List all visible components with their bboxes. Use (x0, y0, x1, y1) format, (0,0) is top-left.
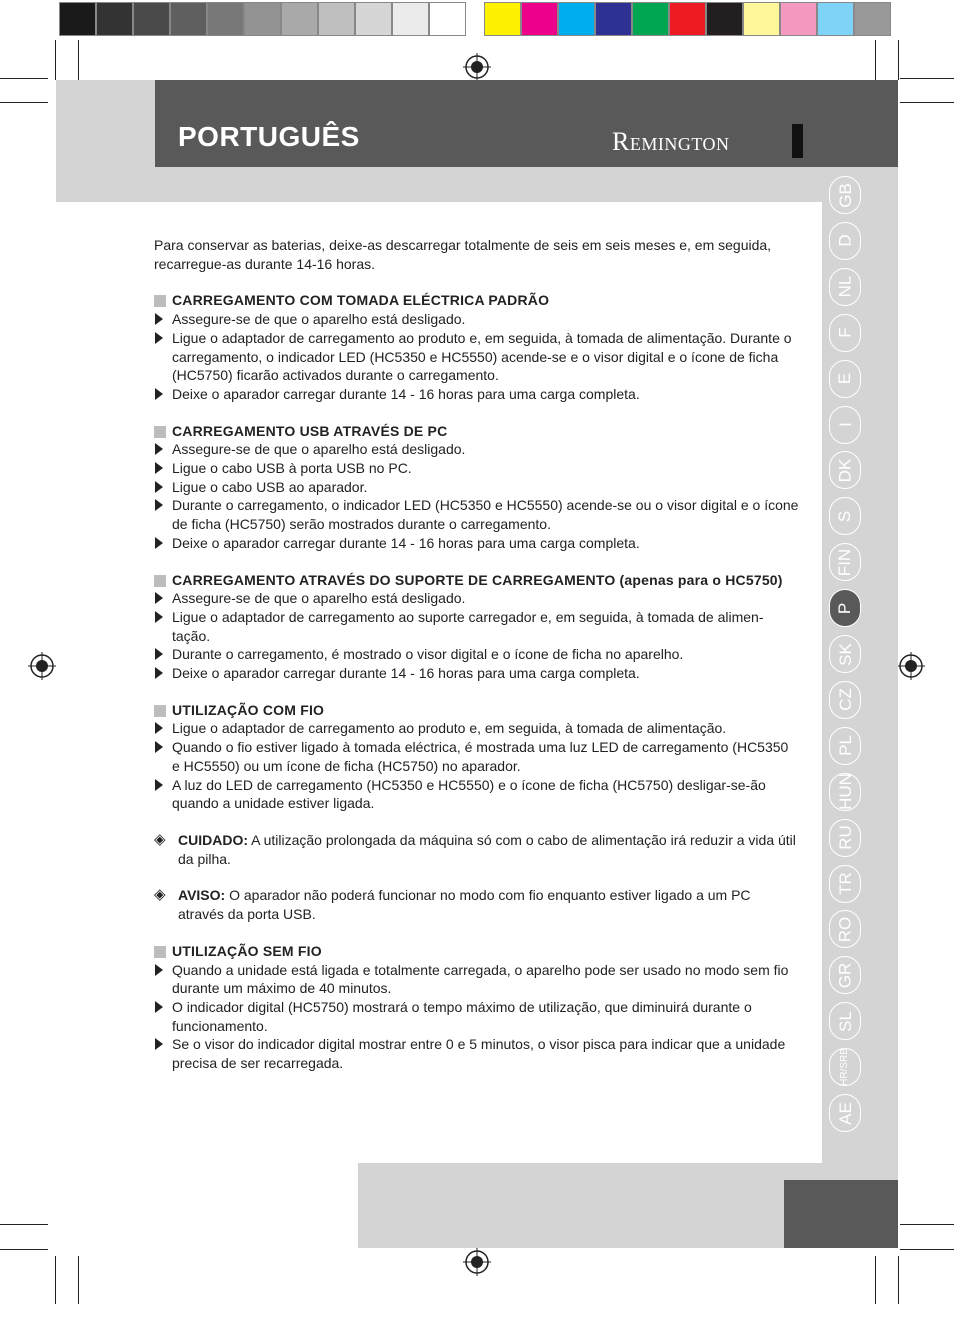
language-tab-pl[interactable] (829, 727, 861, 765)
language-tab-label: P (835, 602, 855, 614)
crop-mark (898, 40, 899, 80)
language-tab-label: FIN (835, 548, 855, 576)
list-item: Durante o carregamento, o indicador LED (HC5350 e HC5550) acende-se ou o visor digital e o ícone de ficha (HC5750) serão mostrados durante o carregamento. (154, 496, 799, 533)
color-swatch (595, 2, 632, 36)
grey-swatch (133, 2, 170, 36)
crop-mark (900, 78, 954, 79)
grey-swatch (244, 2, 281, 36)
language-tab-label: DK (835, 458, 855, 483)
language-tab-e[interactable] (829, 360, 861, 398)
crop-mark (0, 1224, 48, 1225)
section-cordless-use (154, 942, 799, 1073)
grey-swatch (318, 2, 355, 36)
language-tab-label: TR (835, 872, 855, 895)
language-tab-sk[interactable] (829, 635, 861, 673)
section-heading: CARREGAMENTO COM TOMADA ELÉCTRICA PADRÃO (154, 291, 799, 310)
list-item: Quando a unidade está ligada e totalmente carregada, o aparelho pode ser usado no modo sem fio durante um máximo de 40 minutos. (154, 961, 799, 998)
list-item: Ligue o adaptador de carregamento ao produto e, em seguida, à tomada de alimentação. Durante o carregamento, o indicador LED (HC5350 e HC5550) acende-se e o visor digital e o ícone de ficha (HC5750) ficarão activados durante o carregamento. (154, 329, 799, 385)
registration-mark-icon (463, 53, 491, 81)
caution-note (154, 831, 799, 868)
list-item: Assegure-se de que o aparelho está desligado. (154, 440, 799, 459)
color-swatch (521, 2, 558, 36)
grey-swatch (392, 2, 429, 36)
language-tab-i[interactable] (829, 406, 861, 444)
language-tab-label: S (835, 510, 855, 522)
color-swatch (669, 2, 706, 36)
color-swatch (558, 2, 595, 36)
language-tab-hr-srb[interactable] (829, 1048, 861, 1086)
crop-mark (55, 1256, 56, 1304)
language-tab-label: PL (835, 735, 855, 757)
language-tab-ro[interactable] (829, 910, 861, 948)
language-tab-tr[interactable] (829, 865, 861, 903)
crop-mark (875, 40, 876, 80)
section-usb-charging (154, 422, 799, 553)
crop-mark (875, 1256, 876, 1304)
section-stand-charging (154, 571, 799, 683)
list-item: Ligue o adaptador de carregamento ao suporte carregador e, em seguida, à tomada de alimen-tação. (154, 608, 799, 645)
caution-label: CUIDADO: (178, 831, 248, 848)
warning-diamond-icon: ◈ (154, 886, 166, 904)
color-swatch (706, 2, 743, 36)
crop-mark (900, 102, 954, 103)
grey-swatch (96, 2, 133, 36)
grey-swatch (207, 2, 244, 36)
list-item: Ligue o adaptador de carregamento ao produto e, em seguida, à tomada de alimentação. (154, 719, 799, 738)
list-item: Ligue o cabo USB ao aparador. (154, 478, 799, 497)
grey-swatch (429, 2, 466, 36)
language-tab-label: I (835, 422, 855, 427)
intro-paragraph: Para conservar as baterias, deixe-as descarregar totalmente de seis em seis meses e, em seguida, recarregue-as durante 14-16 horas. (154, 237, 772, 272)
list-item: A luz do LED de carregamento (HC5350 e HC5550) e o ícone de ficha (HC5750) desligar-se-ão quando a unidade estiver ligada. (154, 776, 799, 813)
language-tab-d[interactable] (829, 222, 861, 260)
list-item: Assegure-se de que o aparelho está desligado. (154, 589, 799, 608)
crop-mark (78, 1256, 79, 1304)
language-tab-label: AE (835, 1101, 855, 1125)
language-tab-p[interactable] (829, 589, 861, 627)
language-tab-hun[interactable] (829, 773, 861, 811)
page-number-box (784, 1180, 898, 1248)
language-tab-f[interactable] (829, 314, 861, 352)
crop-mark (900, 1249, 954, 1250)
language-tab-label: SK (835, 642, 855, 666)
color-swatch (780, 2, 817, 36)
language-tab-label: RO (835, 916, 855, 943)
warning-label: AVISO: (178, 887, 226, 904)
color-swatch (632, 2, 669, 36)
language-tab-label: CZ (835, 688, 855, 712)
language-tab-fin[interactable] (829, 543, 861, 581)
language-tab-label: D (835, 234, 855, 248)
warning-diamond-icon: ◈ (154, 830, 166, 848)
list-item: Quando o fio estiver ligado à tomada eléctrica, é mostrada uma luz LED de carregamento (HC5350 e HC5550) ou um ícone de ficha (HC5750) no aparador. (154, 738, 799, 775)
registration-mark-icon (897, 652, 925, 680)
grey-swatch (170, 2, 207, 36)
language-tab-label: HR/SRB (839, 1048, 851, 1086)
list-item: Assegure-se de que o aparelho está desligado. (154, 310, 799, 329)
language-tab-cz[interactable] (829, 681, 861, 719)
section-heading: UTILIZAÇÃO SEM FIO (154, 942, 799, 961)
list-item: Deixe o aparador carregar durante 14 - 16 horas para uma carga completa. (154, 385, 799, 404)
language-tab-label: F (835, 327, 855, 338)
language-tab-label: HUN (835, 773, 855, 811)
color-swatch (743, 2, 780, 36)
section-heading: CARREGAMENTO USB ATRAVÉS DE PC (154, 422, 799, 441)
section-heading: UTILIZAÇÃO COM FIO (154, 701, 799, 720)
list-item: Deixe o aparador carregar durante 14 - 16 horas para uma carga completa. (154, 664, 799, 683)
registration-mark-icon (463, 1248, 491, 1276)
language-tab-label: GB (835, 182, 855, 208)
language-tab-dk[interactable] (829, 451, 861, 489)
language-tab-label: E (835, 372, 855, 385)
crop-mark (0, 102, 48, 103)
language-tab-sl[interactable] (829, 1002, 861, 1040)
color-swatch (484, 2, 521, 36)
section-corded-use (154, 701, 799, 813)
language-tab-gb[interactable] (829, 176, 861, 214)
section-standard-outlet (154, 291, 799, 403)
crop-mark (78, 40, 79, 80)
crop-mark (900, 1224, 954, 1225)
color-swatch (817, 2, 854, 36)
list-item: Ligue o cabo USB à porta USB no PC. (154, 459, 799, 478)
language-tab-ae[interactable] (829, 1094, 861, 1132)
grey-swatch (281, 2, 318, 36)
crop-mark (55, 40, 56, 80)
warning-text: O aparador não poderá funcionar no modo com fio enquanto estiver ligado a um PC através da porta USB. (178, 887, 751, 923)
document-body (154, 236, 799, 1073)
brand-logo-bar (792, 124, 803, 158)
crop-mark (0, 1249, 48, 1250)
list-item: O indicador digital (HC5750) mostrará o tempo máximo de utilização, que diminuirá durante o funcionamento. (154, 998, 799, 1035)
list-item: Deixe o aparador carregar durante 14 - 16 horas para uma carga completa. (154, 534, 799, 553)
brand-logo: Remington (612, 127, 730, 156)
language-tab-gr[interactable] (829, 956, 861, 994)
crop-mark (0, 78, 48, 79)
color-swatch (854, 2, 891, 36)
language-tab-label: RU (835, 825, 855, 850)
list-item: Se o visor do indicador digital mostrar entre 0 e 5 minutos, o visor pisca para indicar que a unidade precisa de ser recarregada. (154, 1035, 799, 1072)
list-item: Durante o carregamento, é mostrado o visor digital e o ícone de ficha no aparelho. (154, 645, 799, 664)
registration-mark-icon (28, 652, 56, 680)
caution-text: A utilização prolongada da máquina só com o cabo de alimentação irá reduzir a vida útil da pilha. (178, 831, 796, 867)
page-title: PORTUGUÊS (178, 121, 360, 152)
grey-swatch (355, 2, 392, 36)
warning-note (154, 886, 799, 923)
grey-swatch (59, 2, 96, 36)
language-tab-s[interactable] (829, 497, 861, 535)
language-tab-label: SL (835, 1010, 855, 1032)
crop-mark (898, 1256, 899, 1304)
language-tab-nl[interactable] (829, 268, 861, 306)
language-tab-ru[interactable] (829, 819, 861, 857)
language-tab-label: GR (835, 962, 855, 989)
section-heading: CARREGAMENTO ATRAVÉS DO SUPORTE DE CARREGAMENTO (apenas para o HC5750) (154, 571, 799, 590)
language-tab-label: NL (835, 275, 855, 298)
